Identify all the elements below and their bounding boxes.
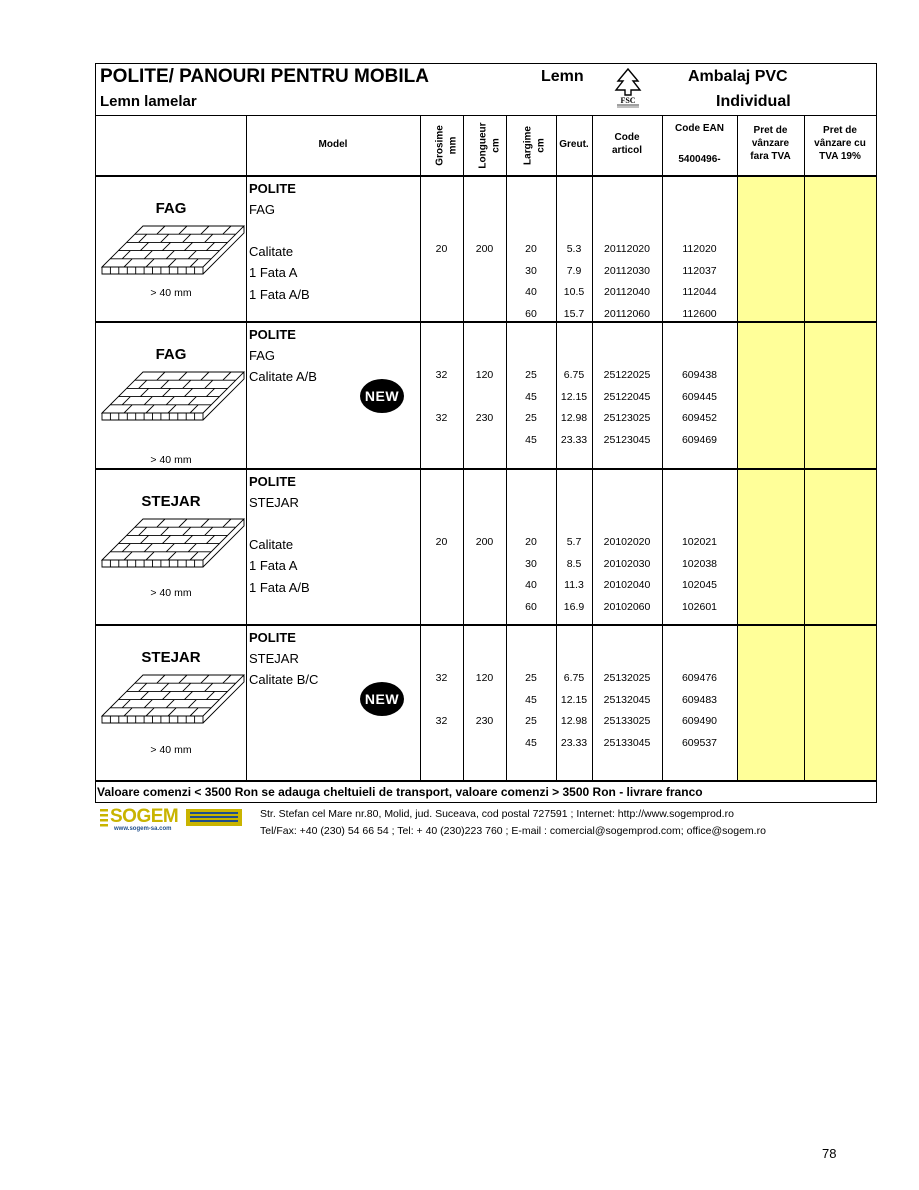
thickness-note: > 40 mm (150, 454, 192, 466)
cell-largime: 25 (525, 672, 537, 684)
col-header-pret-fara-tva: Pret de vânzare fara TVA (750, 125, 791, 162)
wood-plank-icon (98, 224, 248, 280)
model-line: Calitate B/C (249, 672, 319, 687)
cell-greut: 11.3 (564, 579, 584, 591)
cell-longueur: 120 (475, 369, 494, 381)
cell-largime: 40 (525, 286, 537, 298)
packaging-type-label: Individual (716, 93, 791, 110)
cell-code-ean: 609452 (681, 412, 718, 424)
wood-plank-icon (98, 673, 248, 729)
cell-code-ean: 112020 (682, 243, 717, 255)
cell-largime: 60 (525, 307, 537, 320)
col-header-grosime-unit: mm (447, 136, 459, 155)
model-line: Calitate (249, 537, 294, 552)
cell-code-articol: 20112040 (604, 286, 650, 298)
sogem-logo-text: SOGEM (110, 806, 179, 827)
cell-grosime: 32 (435, 672, 448, 684)
cell-grosime: 20 (435, 536, 448, 548)
cell-code-ean: 609476 (681, 672, 718, 684)
col-header-longueur-unit: cm (490, 138, 502, 153)
sogem-logo-web: www.sogem-sa.com (114, 826, 172, 832)
material-label: Lemn (541, 68, 584, 85)
wood-plank-icon (98, 370, 248, 426)
model-line: 1 Fata A/B (249, 580, 310, 595)
cell-code-articol: 25133025 (603, 715, 651, 727)
cell-code-articol: 20112030 (604, 264, 650, 277)
thickness-note: > 40 mm (150, 287, 192, 299)
cell-code-articol: 20112060 (604, 307, 650, 320)
cell-code-ean: 102601 (681, 600, 718, 613)
footer-address: Str. Stefan cel Mare nr.80, Molid, jud. Suceava, cod postal 727591 ; Internet: http://www.sogemprod.ro (260, 808, 734, 820)
product-name: FAG (155, 346, 187, 363)
cell-code-ean: 112037 (682, 264, 717, 277)
new-badge: NEW (360, 682, 404, 716)
cell-largime: 45 (525, 433, 537, 446)
col-header-longueur: Longueur (477, 122, 489, 169)
page-title: POLITE/ PANOURI PENTRU MOBILA (100, 66, 429, 87)
cell-largime: 25 (525, 412, 537, 424)
cell-greut: 16.9 (563, 600, 585, 613)
cell-longueur: 230 (475, 715, 494, 727)
packaging-label: Ambalaj PVC (688, 68, 788, 85)
cell-largime: 25 (525, 715, 537, 727)
cell-code-ean: 609469 (681, 433, 718, 446)
footer-contact: Tel/Fax: +40 (230) 54 66 54 ; Tel: + 40 (230)223 760 ; E-mail : comercial@sogemprod.com; office@sogem.ro (260, 825, 766, 837)
cell-greut: 12.98 (560, 412, 588, 424)
model-line: POLITE (249, 630, 296, 645)
col-header-grosime: Grosime (434, 125, 446, 166)
cell-greut: 8.5 (566, 557, 582, 570)
cell-code-articol: 20102020 (603, 536, 651, 548)
product-name: STEJAR (141, 493, 201, 510)
col-header-greut: Greut. (559, 139, 589, 150)
cell-greut: 7.9 (566, 264, 582, 277)
cell-grosime: 32 (435, 715, 448, 727)
cell-code-ean: 609483 (681, 693, 718, 706)
col-header-code-ean: Code EAN 5400496- (675, 123, 724, 165)
cell-code-articol: 25122025 (603, 369, 651, 381)
sogem-logo (100, 808, 245, 834)
cell-largime: 20 (525, 243, 537, 255)
cell-largime: 20 (525, 536, 537, 548)
cell-longueur: 200 (475, 536, 494, 548)
cell-largime: 30 (525, 557, 537, 570)
page-subtitle: Lemn lamelar (100, 93, 197, 110)
cell-greut: 23.33 (560, 433, 588, 446)
cell-greut: 12.98 (560, 715, 588, 727)
col-header-largime-unit: cm (535, 138, 547, 153)
model-line: POLITE (249, 474, 296, 489)
fsc-logo-icon (610, 66, 646, 108)
cell-code-articol: 25122045 (603, 390, 651, 403)
cell-longueur: 120 (475, 672, 494, 684)
cell-largime: 45 (525, 693, 537, 706)
fsc-logo-text: FSC (620, 96, 636, 105)
cell-greut: 12.15 (560, 693, 588, 706)
wood-plank-icon (98, 517, 248, 573)
cell-largime: 30 (525, 264, 537, 277)
col-header-code-articol: Code articol (611, 132, 642, 156)
col-header-largime: Largime (522, 126, 534, 165)
cell-greut: 6.75 (563, 672, 585, 684)
cell-largime: 40 (525, 579, 537, 591)
cell-grosime: 32 (435, 369, 448, 381)
product-name: FAG (155, 200, 187, 217)
price-cell-cu-tva (804, 176, 876, 780)
cell-code-ean: 102021 (681, 536, 718, 548)
cell-code-ean: 102038 (681, 557, 718, 570)
cell-largime: 60 (525, 600, 537, 613)
page-number: 78 (822, 1146, 837, 1161)
thickness-note: > 40 mm (150, 744, 192, 756)
cell-greut: 12.15 (560, 390, 588, 403)
cell-code-ean: 609438 (681, 369, 718, 381)
cell-code-articol: 25133045 (603, 736, 651, 749)
col-header-pret-cu-tva: Pret de vânzare cu TVA 19% (814, 125, 866, 162)
cell-largime: 45 (525, 736, 537, 749)
model-line: STEJAR (249, 651, 299, 666)
cell-code-articol: 20112020 (604, 243, 650, 255)
cell-grosime: 32 (435, 412, 448, 424)
cell-grosime: 20 (435, 243, 448, 255)
model-line: FAG (249, 348, 276, 363)
thickness-note: > 40 mm (150, 587, 192, 599)
cell-greut: 5.3 (566, 243, 582, 255)
cell-code-articol: 20102060 (603, 600, 651, 613)
cell-code-ean: 609537 (681, 736, 718, 749)
cell-code-ean: 609490 (681, 715, 718, 727)
cell-code-ean: 102045 (681, 579, 718, 591)
cell-greut: 6.75 (563, 369, 585, 381)
model-line: 1 Fata A/B (249, 287, 310, 302)
model-line: Calitate (249, 244, 294, 259)
cell-code-ean: 112600 (682, 307, 717, 320)
cell-largime: 25 (525, 369, 537, 381)
cell-code-articol: 25123045 (603, 433, 651, 446)
cell-code-ean: 609445 (681, 390, 718, 403)
model-line: 1 Fata A (249, 558, 298, 573)
cell-greut: 5.7 (566, 536, 582, 548)
col-header-model: Model (318, 139, 348, 150)
model-line: 1 Fata A (249, 265, 298, 280)
footer-transport-note: Valoare comenzi < 3500 Ron se adauga cheltuieli de transport, valoare comenzi > 3500 Ron - livrare franco (97, 785, 703, 799)
cell-code-articol: 20102040 (603, 579, 651, 591)
model-line: STEJAR (249, 495, 299, 510)
cell-greut: 15.7 (563, 307, 585, 320)
cell-longueur: 230 (475, 412, 494, 424)
cell-greut: 23.33 (560, 736, 588, 749)
cell-code-articol: 25132025 (603, 672, 651, 684)
cell-code-ean: 112044 (682, 286, 717, 298)
cell-greut: 10.5 (563, 286, 585, 298)
cell-code-articol: 25123025 (603, 412, 651, 424)
model-line: Calitate A/B (249, 369, 317, 384)
cell-code-articol: 20102030 (603, 557, 651, 570)
model-line: POLITE (249, 181, 296, 196)
model-line: POLITE (249, 327, 296, 342)
new-badge: NEW (360, 379, 404, 413)
cell-longueur: 200 (475, 243, 494, 255)
model-line: FAG (249, 202, 276, 217)
cell-code-articol: 25132045 (603, 693, 651, 706)
cell-largime: 45 (525, 390, 537, 403)
product-name: STEJAR (141, 649, 201, 666)
price-cell-fara-tva (737, 176, 804, 780)
